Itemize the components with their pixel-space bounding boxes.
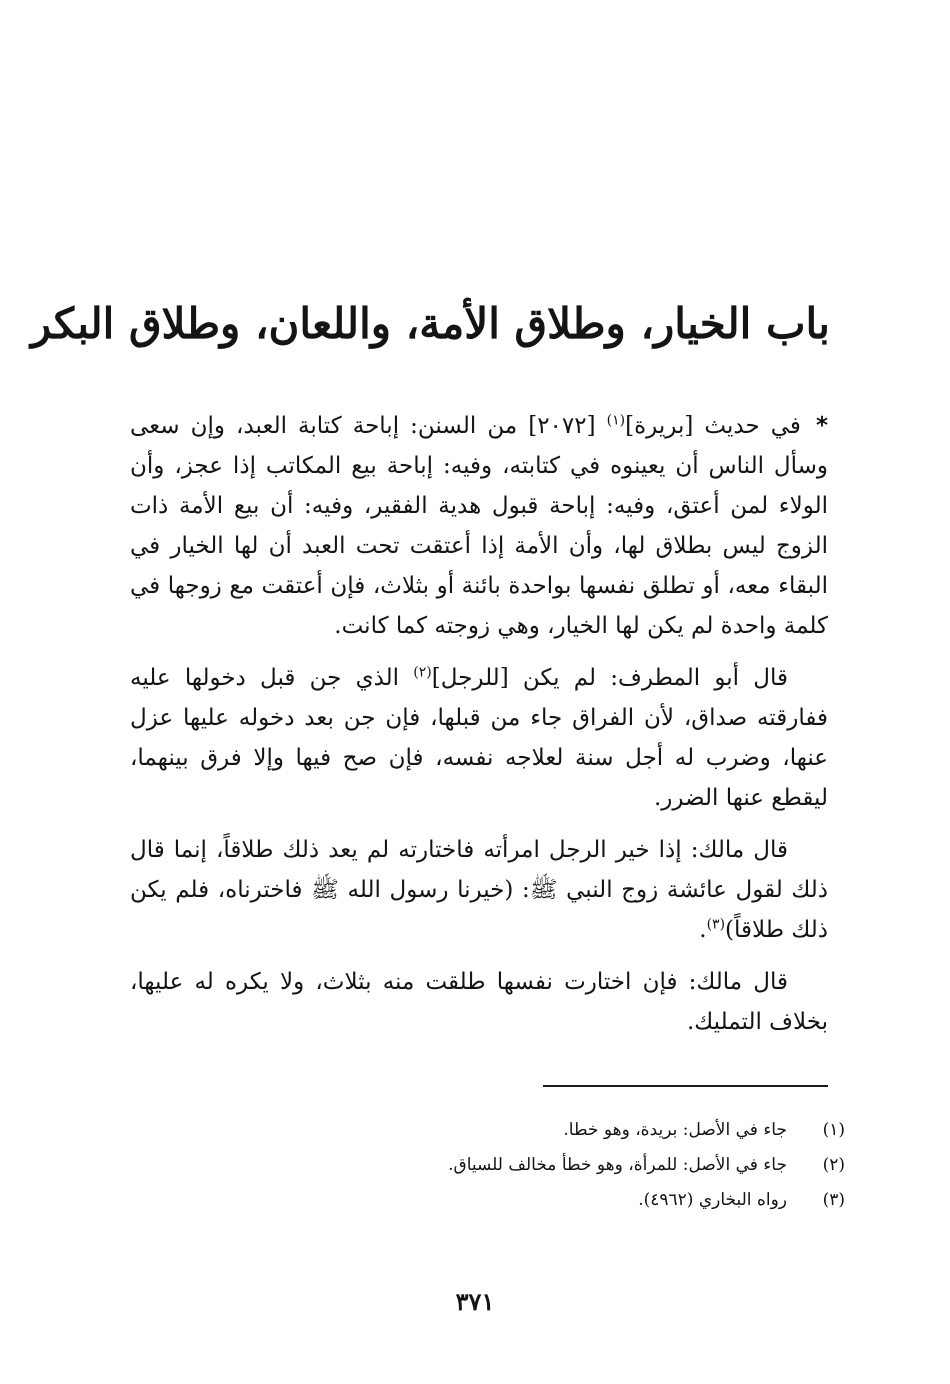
page-number: ٣٧١	[455, 1287, 495, 1316]
paragraph-text: قال مالك: إذا خير الرجل امرأته فاختارته لم يعد ذلك طلاقاً، إنما قال ذلك لقول عائشة زوج النبي ﷺ: (خيرنا رسول الله ﷺ فاخترناه، فلم يكن ذلك طلاقاً)	[130, 837, 828, 943]
footnotes	[130, 1113, 845, 1218]
footnote-number: (١)	[822, 1120, 845, 1140]
paragraph-marker: *	[815, 413, 828, 439]
footnote-number: (٣)	[822, 1190, 845, 1210]
footnote-item	[130, 1148, 845, 1183]
footnote-ref-1: (١)	[606, 412, 626, 429]
paragraph-3	[130, 830, 828, 950]
paragraph-text: قال أبو المطرف: لم يكن [للرجل]	[431, 665, 788, 691]
footnote-text: جاء في الأصل: للمرأة، وهو خطأ مخالف للسياق.	[448, 1155, 787, 1175]
chapter-title: باب الخيار، وطلاق الأمة، واللعان، وطلاق البكر	[30, 299, 830, 348]
footnote-ref-3: (٣)	[706, 916, 726, 933]
main-text	[130, 406, 828, 1054]
footnote-number: (٢)	[822, 1155, 845, 1175]
footnote-item	[130, 1113, 845, 1148]
paragraph-4	[130, 962, 828, 1042]
footnote-ref-2: (٢)	[413, 664, 432, 681]
paragraph-text: [٢٠٧٢] من السنن: إباحة كتابة العبد، وإن سعى وسأل الناس أن يعينوه في كتابته، وفيه: إباحة بيع المكاتب إذا عجز، وأن الولاء لمن أعتق، وفيه: إباحة قبول هدية الفقير، وفيه: أن بيع الأمة ذات الزوج ليس بطلاق لها، وأن الأمة إذا أعتقت تحت العبد أن لها الخيار في البقاء معه، أو تطلق نفسها بواحدة بائنة أو بثلاث، فإن أعتقت مع زوجها في كلمة واحدة لم يكن لها الخيار، وهي زوجته كما كانت.	[130, 413, 828, 639]
paragraph-text: قال مالك: فإن اختارت نفسها طلقت منه بثلاث، ولا يكره له عليها، بخلاف التمليك.	[130, 969, 828, 1035]
footnote-text: جاء في الأصل: بريدة، وهو خطا.	[563, 1120, 787, 1140]
paragraph-2	[130, 658, 828, 818]
paragraph-1	[130, 406, 828, 646]
paragraph-text: الذي جن قبل دخولها عليه ففارقته صداق، لأن الفراق جاء من قبلها، فإن جن بعد دخوله عليها عزل عنها، وضرب له أجل سنة لعلاجه نفسه، فإن صح فيها وإلا فرق بينهما، ليقطع عنها الضرر.	[130, 665, 828, 811]
paragraph-text: في حديث [بريرة]	[625, 413, 801, 439]
paragraph-text: .	[699, 917, 707, 943]
footnote-item	[130, 1183, 845, 1218]
footnote-text: رواه البخاري (٤٩٦٢).	[638, 1190, 787, 1210]
footnote-divider	[543, 1085, 828, 1087]
